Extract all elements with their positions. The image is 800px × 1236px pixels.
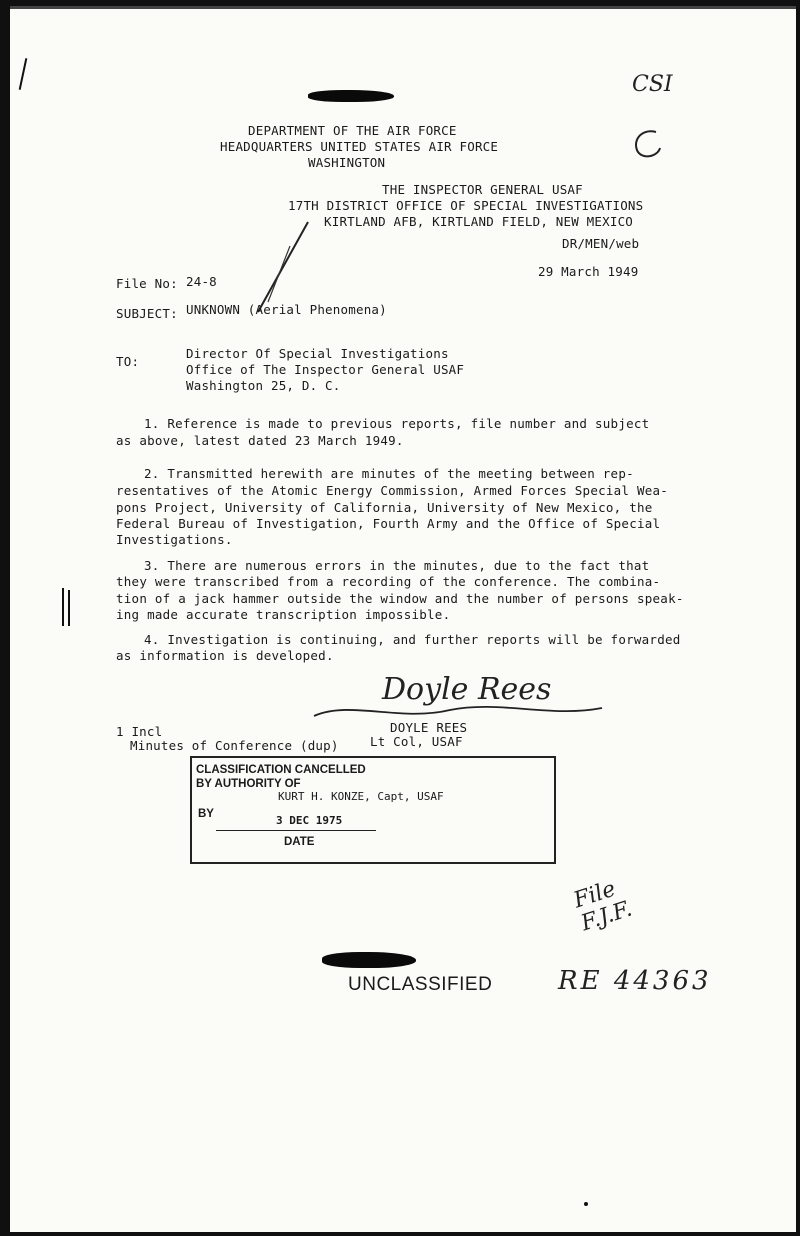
declassification-stamp — [190, 756, 556, 864]
body-line: 2. Transmitted herewith are minutes of the meeting between rep- — [144, 466, 634, 481]
corner-note: CSI — [632, 72, 673, 97]
redaction-bottom — [322, 952, 416, 968]
file-no-label: File No: — [116, 276, 178, 291]
redaction-top — [308, 90, 394, 102]
body-line: 4. Investigation is continuing, and further reports will be forwarded — [144, 632, 681, 647]
body-line: 1. Reference is made to previous reports, file number and subject — [144, 416, 650, 431]
office-line3: KIRTLAND AFB, KIRTLAND FIELD, NEW MEXICO — [324, 214, 634, 229]
signer-rank: Lt Col, USAF — [370, 734, 463, 749]
letterhead-line1: DEPARTMENT OF THE AIR FORCE — [248, 123, 457, 138]
unclassified-stamp: UNCLASSIFIED — [348, 974, 493, 995]
body-line: tion of a jack hammer outside the window and the number of persons speak- — [116, 591, 684, 606]
body-line: Investigations. — [116, 532, 233, 547]
reference-number: RE 44363 — [558, 966, 712, 996]
subject-label: SUBJECT: — [116, 306, 178, 321]
body-line: pons Project, University of California, University of New Mexico, the — [116, 500, 653, 515]
body-line: resentatives of the Atomic Energy Commission, Armed Forces Special Wea- — [116, 483, 669, 498]
margin-bracket — [68, 590, 70, 626]
file-note: File F.J.F. — [570, 876, 636, 937]
to-line: Washington 25, D. C. — [186, 378, 341, 393]
stamp-by-label: BY — [198, 808, 214, 820]
signer-name: DOYLE REES — [390, 720, 468, 735]
subject-value: UNKNOWN (Aerial Phenomena) — [186, 302, 387, 317]
stamp-date-rule — [216, 830, 376, 831]
office-line2: 17TH DISTRICT OFFICE OF SPECIAL INVESTIGATIONS — [288, 198, 644, 213]
office-line1: THE INSPECTOR GENERAL USAF — [382, 182, 583, 197]
body-line: Federal Bureau of Investigation, Fourth Army and the Office of Special — [116, 516, 661, 531]
body-line: they were transcribed from a recording of the conference. The combina- — [116, 574, 661, 589]
scan-dot — [584, 1202, 588, 1206]
document-page — [10, 6, 796, 1232]
file-no-value: 24-8 — [186, 274, 217, 289]
margin-stroke — [19, 58, 28, 90]
stamp-date-label: DATE — [284, 836, 315, 848]
body-line: as above, latest dated 23 March 1949. — [116, 433, 404, 448]
ref-initials: DR/MEN/web — [562, 236, 640, 251]
handwritten-signature: Doyle Rees — [382, 672, 552, 707]
body-line: ing made accurate transcription impossible. — [116, 607, 451, 622]
enclosure-description: Minutes of Conference (dup) — [130, 738, 339, 753]
stamp-line1: CLASSIFICATION CANCELLED — [196, 764, 366, 776]
to-label: TO: — [116, 354, 140, 369]
scan-edge-mark — [10, 6, 796, 9]
to-line: Director Of Special Investigations — [186, 346, 449, 361]
body-line: 3. There are numerous errors in the minutes, due to the fact that — [144, 558, 650, 573]
letterhead-line2: HEADQUARTERS UNITED STATES AIR FORCE — [220, 139, 499, 154]
stamp-authority: KURT H. KONZE, Capt, USAF — [278, 790, 444, 803]
stamp-line2: BY AUTHORITY OF — [196, 778, 301, 790]
circle-mark-icon — [626, 124, 666, 164]
enclosure-count: 1 Incl — [116, 724, 163, 739]
stamp-date-value: 3 DEC 1975 — [276, 814, 343, 827]
letterhead-line3: WASHINGTON — [308, 155, 386, 170]
margin-bracket — [62, 588, 64, 626]
to-line: Office of The Inspector General USAF — [186, 362, 465, 377]
body-line: as information is developed. — [116, 648, 334, 663]
letter-date: 29 March 1949 — [538, 264, 639, 279]
